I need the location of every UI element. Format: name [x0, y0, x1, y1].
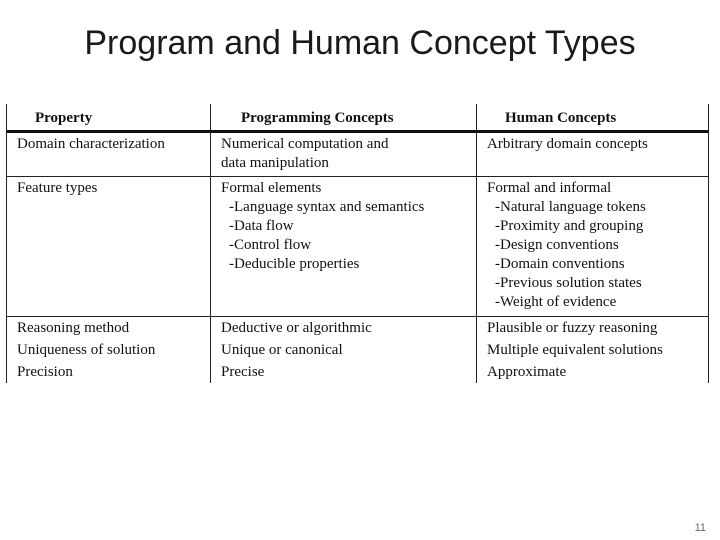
cell-human — [477, 177, 709, 317]
cell-text: -Weight of evidence — [495, 294, 617, 310]
cell-human — [477, 361, 709, 383]
page-number: 11 — [694, 522, 706, 534]
cell-text: Formal elements — [221, 180, 322, 196]
cell-text: Numerical computation and — [221, 136, 389, 152]
cell-text: Formal and informal — [487, 180, 612, 196]
row-precision — [7, 361, 709, 383]
cell-text: Approximate — [487, 364, 567, 380]
cell-text: -Language syntax and semantics — [229, 199, 425, 215]
cell-text: -Design conventions — [495, 237, 619, 253]
cell-text: -Data flow — [229, 218, 294, 234]
cell-programming — [211, 317, 477, 340]
row-feature-types — [7, 177, 709, 317]
cell-programming — [211, 339, 477, 361]
cell-human — [477, 317, 709, 340]
cell-text: Precise — [221, 364, 265, 380]
comparison-table — [6, 104, 709, 383]
cell-programming — [211, 177, 477, 317]
cell-property — [7, 132, 211, 177]
header-property: Property — [7, 104, 211, 132]
cell-text: Plausible or fuzzy reasoning — [487, 320, 658, 336]
cell-text: Uniqueness of solution — [17, 342, 156, 358]
cell-text: -Domain conventions — [495, 256, 625, 272]
cell-text: -Previous solution states — [495, 275, 642, 291]
concept-table — [6, 104, 708, 380]
cell-text: Precision — [17, 364, 73, 380]
cell-human — [477, 339, 709, 361]
slide-title: Program and Human Concept Types — [84, 24, 636, 62]
cell-property — [7, 361, 211, 383]
row-uniqueness-of-solution — [7, 339, 709, 361]
cell-text: -Natural language tokens — [495, 199, 646, 215]
cell-property — [7, 317, 211, 340]
cell-text: -Deducible properties — [229, 256, 360, 272]
cell-text: Domain characterization — [17, 136, 165, 152]
header-human-concepts: Human Concepts — [477, 104, 709, 132]
cell-programming — [211, 132, 477, 177]
table-header-row — [7, 104, 709, 132]
cell-text: Multiple equivalent solutions — [487, 342, 663, 358]
cell-text: data manipulation — [221, 155, 329, 171]
header-programming-concepts: Programming Concepts — [211, 104, 477, 132]
cell-text: Arbitrary domain concepts — [487, 136, 648, 152]
cell-human — [477, 132, 709, 177]
cell-text: -Control flow — [229, 237, 312, 253]
cell-text: -Proximity and grouping — [495, 218, 644, 234]
cell-text: Unique or canonical — [221, 342, 343, 358]
cell-text: Deductive or algorithmic — [221, 320, 372, 336]
cell-text: Feature types — [17, 180, 98, 196]
row-domain-characterization — [7, 132, 709, 177]
cell-property — [7, 339, 211, 361]
cell-text: Reasoning method — [17, 320, 130, 336]
cell-property — [7, 177, 211, 317]
row-reasoning-method — [7, 317, 709, 340]
cell-programming — [211, 361, 477, 383]
